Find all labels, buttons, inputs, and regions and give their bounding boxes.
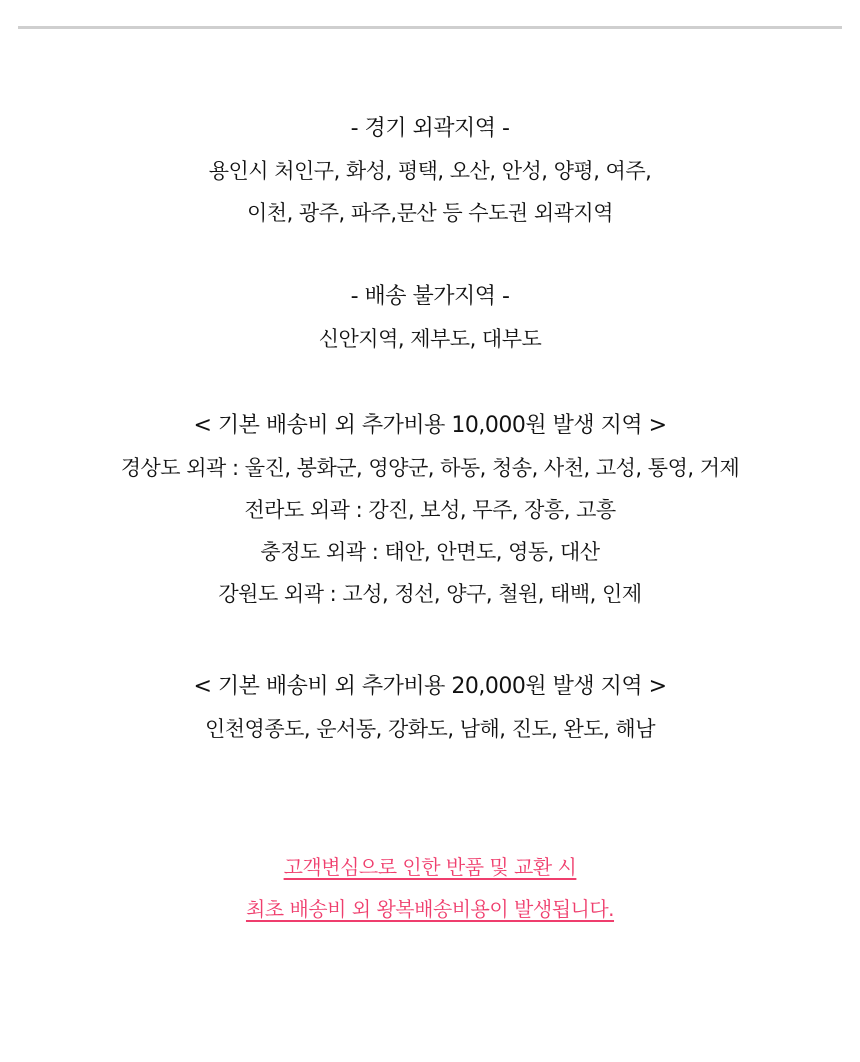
unavailable-heading: - 배송 불가지역 - (350, 284, 510, 309)
return-notice-line-2: 최초 배송비 외 왕복배송비용이 발생됩니다. (245, 897, 615, 921)
top-divider (18, 26, 842, 29)
gyeonggi-heading: - 경기 외곽지역 - (350, 116, 510, 141)
extra-20000-heading: < 기본 배송비 외 추가비용 20,000원 발생 지역 > (193, 674, 667, 699)
gyeonggi-line-1: 용인시 처인구, 화성, 평택, 오산, 안성, 양평, 여주, (208, 159, 652, 183)
extra-10000-line-4: 강원도 외곽 : 고성, 정선, 양구, 철원, 태백, 인제 (218, 582, 642, 606)
return-notice-line-1: 고객변심으로 인한 반품 및 교환 시 (283, 855, 577, 879)
extra-20000-line-1: 인천영종도, 운서동, 강화도, 남해, 진도, 완도, 해남 (204, 717, 656, 741)
extra-10000-line-1: 경상도 외곽 : 울진, 봉화군, 영양군, 하동, 청송, 사천, 고성, 통영, 거제 (120, 456, 740, 480)
gyeonggi-outskirts-section (0, 108, 860, 234)
unavailable-line-1: 신안지역, 제부도, 대부도 (318, 327, 542, 351)
extra-10000-section (0, 405, 860, 615)
extra-10000-line-3: 충정도 외곽 : 태안, 안면도, 영동, 대산 (260, 540, 600, 564)
extra-20000-section (0, 666, 860, 750)
extra-10000-line-2: 전라도 외곽 : 강진, 보성, 무주, 장흥, 고흥 (244, 498, 616, 522)
unavailable-section (0, 276, 860, 360)
return-notice (0, 846, 860, 930)
gyeonggi-line-2: 이천, 광주, 파주,문산 등 수도권 외곽지역 (247, 201, 613, 225)
extra-10000-heading: < 기본 배송비 외 추가비용 10,000원 발생 지역 > (193, 413, 667, 438)
